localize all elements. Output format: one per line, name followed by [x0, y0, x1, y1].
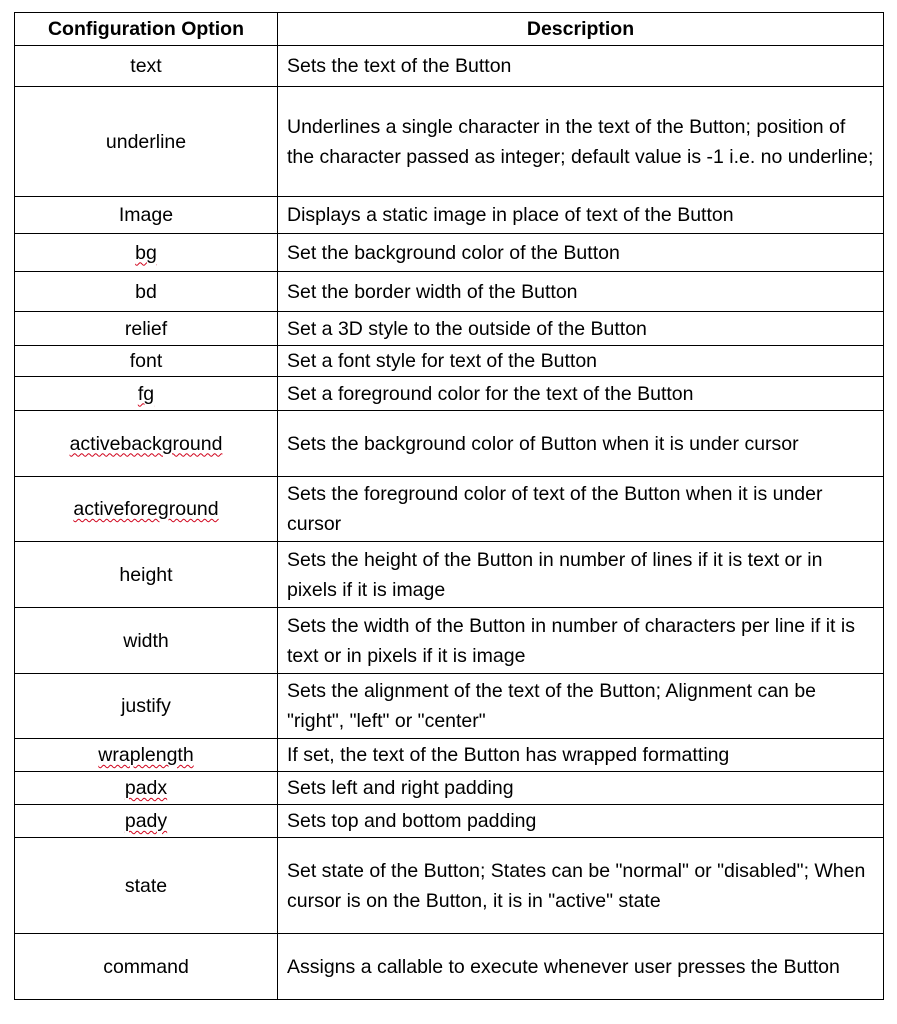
table-row [15, 234, 884, 272]
option-cell: underline [15, 87, 278, 197]
table-body [15, 46, 884, 1000]
description-cell: Sets top and bottom padding [278, 805, 884, 838]
table-row [15, 674, 884, 739]
table-row [15, 46, 884, 87]
table-row [15, 739, 884, 772]
option-cell: state [15, 838, 278, 934]
option-text: pady [124, 810, 168, 832]
configuration-options-table [14, 12, 884, 1000]
description-cell: Sets the foreground color of text of the Button when it is under cursor [278, 477, 884, 542]
option-text: activeforeground [73, 498, 219, 520]
option-text: bg [135, 241, 157, 264]
option-cell: relief [15, 312, 278, 346]
description-cell: Set a font style for text of the Button [278, 346, 884, 377]
table-header [15, 13, 884, 46]
description-cell: Sets left and right padding [278, 772, 884, 805]
option-cell [15, 234, 278, 272]
option-cell: text [15, 46, 278, 87]
option-text: wraplength [98, 744, 194, 766]
table-row [15, 346, 884, 377]
description-cell: Sets the background color of Button when it is under cursor [278, 411, 884, 477]
option-cell: width [15, 608, 278, 674]
description-cell: Sets the text of the Button [278, 46, 884, 87]
option-text: activebackground [69, 432, 223, 455]
table-row [15, 772, 884, 805]
description-cell: Sets the alignment of the text of the Button; Alignment can be "right", "left" or "center" [278, 674, 884, 739]
option-cell [15, 772, 278, 805]
option-cell: font [15, 346, 278, 377]
column-header-option: Configuration Option [15, 13, 278, 46]
option-cell [15, 739, 278, 772]
description-cell: Underlines a single character in the text of the Button; position of the character passed as integer; default value is -1 i.e. no underline; [278, 87, 884, 197]
table-row [15, 87, 884, 197]
description-cell: Assigns a callable to execute whenever user presses the Button [278, 934, 884, 1000]
header-row [15, 13, 884, 46]
table-row [15, 805, 884, 838]
table-row [15, 272, 884, 312]
description-cell: If set, the text of the Button has wrapped formatting [278, 739, 884, 772]
option-text: fg [137, 382, 155, 405]
option-cell [15, 411, 278, 477]
option-cell [15, 477, 278, 542]
description-cell: Set the border width of the Button [278, 272, 884, 312]
table-row [15, 411, 884, 477]
description-cell: Sets the height of the Button in number of lines if it is text or in pixels if it is image [278, 542, 884, 608]
table-row [15, 312, 884, 346]
option-cell: command [15, 934, 278, 1000]
column-header-description: Description [278, 13, 884, 46]
option-text: padx [124, 777, 168, 799]
description-cell: Displays a static image in place of text of the Button [278, 197, 884, 234]
option-cell [15, 377, 278, 411]
option-cell: justify [15, 674, 278, 739]
option-cell [15, 805, 278, 838]
description-cell: Set state of the Button; States can be "normal" or "disabled"; When cursor is on the Button, it is in "active" state [278, 838, 884, 934]
table-row [15, 477, 884, 542]
table-row [15, 377, 884, 411]
table-row [15, 542, 884, 608]
description-cell: Set the background color of the Button [278, 234, 884, 272]
table-row [15, 838, 884, 934]
option-cell: Image [15, 197, 278, 234]
description-cell: Sets the width of the Button in number of characters per line if it is text or in pixels if it is image [278, 608, 884, 674]
option-cell: bd [15, 272, 278, 312]
table-row [15, 197, 884, 234]
table-row [15, 608, 884, 674]
description-cell: Set a 3D style to the outside of the Button [278, 312, 884, 346]
description-cell: Set a foreground color for the text of the Button [278, 377, 884, 411]
option-cell: height [15, 542, 278, 608]
table-row [15, 934, 884, 1000]
